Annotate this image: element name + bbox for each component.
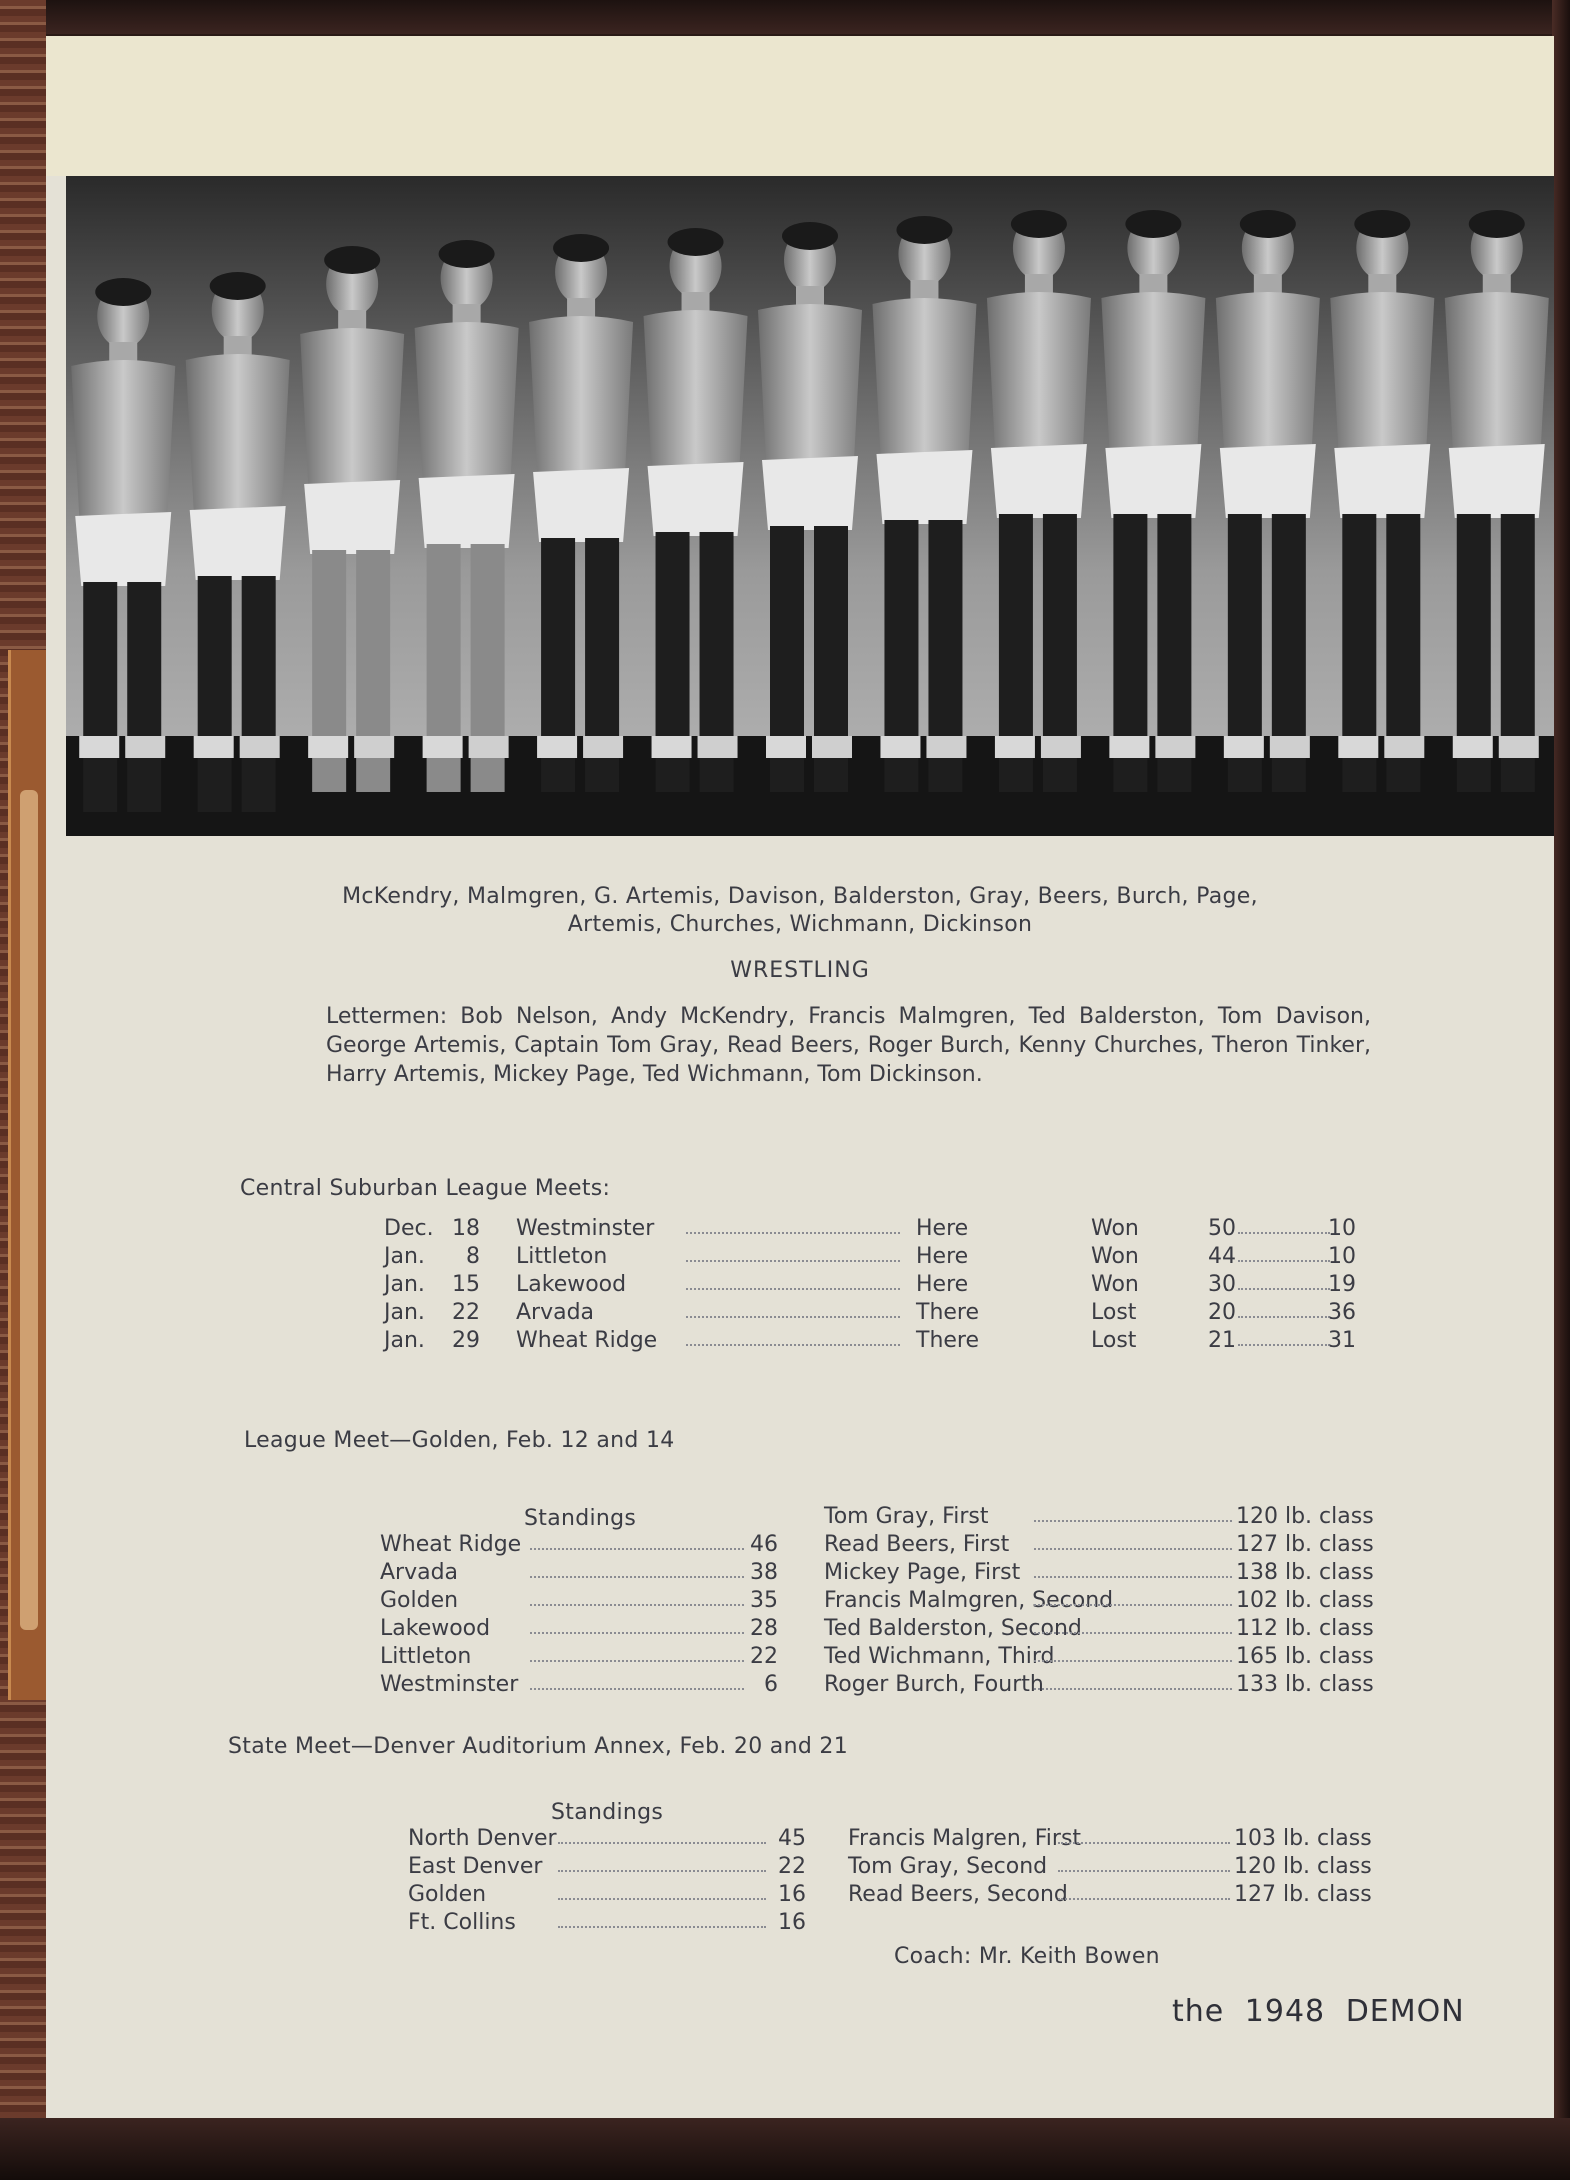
placing-weight-class: 133 lb. class xyxy=(1236,1672,1374,1697)
placing-name: Read Beers, First xyxy=(824,1532,1010,1557)
dot-leader xyxy=(1058,1898,1230,1900)
meet-opponent: Wheat Ridge xyxy=(516,1328,658,1353)
book-spine xyxy=(0,0,46,2180)
league-meets-title: Central Suburban League Meets: xyxy=(240,1176,611,1201)
meet-score-opponent: 10 xyxy=(1328,1244,1356,1269)
meet-row xyxy=(46,1300,1554,1328)
meet-score-opponent: 31 xyxy=(1328,1328,1356,1353)
meet-opponent: Westminster xyxy=(516,1216,655,1241)
footer-year: 1948 xyxy=(1244,1994,1326,2029)
placing-row xyxy=(46,1616,1554,1644)
meet-day: 29 xyxy=(452,1328,480,1353)
placing-weight-class: 138 lb. class xyxy=(1236,1560,1374,1585)
placing-weight-class: 120 lb. class xyxy=(1234,1854,1372,1879)
placing-name: Ted Wichmann, Third xyxy=(824,1644,1055,1669)
coach-line: Coach: Mr. Keith Bowen xyxy=(894,1944,1160,1969)
meet-month: Jan. xyxy=(384,1300,425,1325)
placing-weight-class: 120 lb. class xyxy=(1236,1504,1374,1529)
meet-row xyxy=(46,1328,1554,1356)
dot-leader xyxy=(1034,1548,1232,1550)
right-book-edge xyxy=(1552,0,1570,2180)
placing-name: Tom Gray, Second xyxy=(848,1854,1048,1879)
meet-score-opponent: 10 xyxy=(1328,1216,1356,1241)
placing-weight-class: 127 lb. class xyxy=(1234,1882,1372,1907)
standings-team: Arvada xyxy=(380,1560,459,1585)
meet-month: Jan. xyxy=(384,1328,425,1353)
team-photograph xyxy=(66,176,1554,836)
lettermen-paragraph: Lettermen: Bob Nelson, Andy McKendry, Francis Malmgren, Ted Balderston, Tom Davison, George Artemis, Captain Tom Gray, Read Beers, Roger Burch, Kenny Churches, Theron Tinker, Harry Artemis, Mickey Page, Ted Wichmann, Tom Dickinson. xyxy=(326,1004,1371,1087)
standings-team: North Denver xyxy=(408,1826,557,1851)
meet-month: Dec. xyxy=(384,1216,434,1241)
standings-points: 35 xyxy=(750,1588,778,1613)
meet-score-golden: 50 xyxy=(1208,1216,1236,1241)
placing-name: Francis Malgren, First xyxy=(848,1826,1082,1851)
standings-team: Golden xyxy=(380,1588,459,1613)
photo-caption-line-1: McKendry, Malmgren, G. Artemis, Davison, Balderston, Gray, Beers, Burch, Page, xyxy=(342,884,1258,909)
dot-leader xyxy=(1238,1288,1330,1290)
dot-leader xyxy=(1034,1576,1232,1578)
placing-name: Ted Balderston, Second xyxy=(824,1616,1082,1641)
standings-team: Lakewood xyxy=(380,1616,491,1641)
meet-site: There xyxy=(916,1300,980,1325)
dot-leader xyxy=(686,1288,900,1290)
meet-result: Lost xyxy=(1091,1300,1137,1325)
meet-row xyxy=(46,1244,1554,1272)
dot-leader xyxy=(1238,1260,1330,1262)
dot-leader xyxy=(558,1926,766,1928)
standings-team: Ft. Collins xyxy=(408,1910,516,1935)
dot-leader xyxy=(1238,1316,1330,1318)
meet-site: Here xyxy=(916,1216,969,1241)
meet-opponent: Lakewood xyxy=(516,1272,627,1297)
dot-leader xyxy=(686,1232,900,1234)
state-meet-title: State Meet—Denver Auditorium Annex, Feb. 20 and 21 xyxy=(228,1734,848,1759)
placing-row xyxy=(46,1504,1554,1532)
placing-row xyxy=(46,1644,1554,1672)
yearbook-page xyxy=(46,36,1554,2118)
meet-month: Jan. xyxy=(384,1244,425,1269)
dot-leader xyxy=(1034,1688,1232,1690)
meet-site: Here xyxy=(916,1244,969,1269)
placing-name: Read Beers, Second xyxy=(848,1882,1068,1907)
league-meet-title: League Meet—Golden, Feb. 12 and 14 xyxy=(244,1428,675,1453)
meet-row xyxy=(46,1272,1554,1300)
team-photo-illustration xyxy=(66,176,1554,836)
meet-score-opponent: 36 xyxy=(1328,1300,1356,1325)
placing-weight-class: 112 lb. class xyxy=(1236,1616,1374,1641)
top-book-edge xyxy=(0,0,1570,34)
dot-leader xyxy=(686,1316,900,1318)
footer-name: DEMON xyxy=(1345,1994,1465,2029)
placing-row xyxy=(46,1854,1554,1882)
placing-name: Francis Malmgren, Second xyxy=(824,1588,1114,1613)
standings-points: 16 xyxy=(778,1882,806,1907)
placing-row xyxy=(46,1560,1554,1588)
dot-leader xyxy=(686,1260,900,1262)
standings-team: Littleton xyxy=(380,1644,472,1669)
meet-result: Won xyxy=(1091,1244,1139,1269)
meet-opponent: Littleton xyxy=(516,1244,608,1269)
meet-score-golden: 21 xyxy=(1208,1328,1236,1353)
meet-result: Won xyxy=(1091,1272,1139,1297)
dot-leader xyxy=(1034,1660,1232,1662)
section-heading: WRESTLING xyxy=(730,958,870,983)
spine-ornament-inlay xyxy=(20,790,38,1630)
standings-row xyxy=(46,1910,1554,1938)
yearbook-footer xyxy=(1172,1994,1465,2029)
standings-points: 28 xyxy=(750,1616,778,1641)
placing-weight-class: 127 lb. class xyxy=(1236,1532,1374,1557)
meet-day: 8 xyxy=(466,1244,480,1269)
placing-name: Mickey Page, First xyxy=(824,1560,1021,1585)
dot-leader xyxy=(1034,1632,1232,1634)
placing-weight-class: 165 lb. class xyxy=(1236,1644,1374,1669)
placing-name: Tom Gray, First xyxy=(824,1504,989,1529)
dot-leader xyxy=(1238,1344,1330,1346)
meet-score-golden: 20 xyxy=(1208,1300,1236,1325)
standings-points: 16 xyxy=(778,1910,806,1935)
standings-team: Golden xyxy=(408,1882,487,1907)
meet-score-golden: 30 xyxy=(1208,1272,1236,1297)
standings-points: 22 xyxy=(778,1854,806,1879)
placing-row xyxy=(46,1588,1554,1616)
meet-opponent: Arvada xyxy=(516,1300,595,1325)
meet-site: Here xyxy=(916,1272,969,1297)
placing-row xyxy=(46,1532,1554,1560)
standings-team: Wheat Ridge xyxy=(380,1532,522,1557)
standings-points: 46 xyxy=(750,1532,778,1557)
meet-site: There xyxy=(916,1328,980,1353)
placing-row xyxy=(46,1826,1554,1854)
bottom-book-edge xyxy=(0,2118,1570,2180)
meet-day: 15 xyxy=(452,1272,480,1297)
photo-caption-line-2: Artemis, Churches, Wichmann, Dickinson xyxy=(567,912,1033,937)
meet-result: Lost xyxy=(1091,1328,1137,1353)
dot-leader xyxy=(1034,1520,1232,1522)
standings-team: Westminster xyxy=(380,1672,519,1697)
meet-day: 22 xyxy=(452,1300,480,1325)
standings-points: 22 xyxy=(750,1644,778,1669)
standings-points: 45 xyxy=(778,1826,806,1851)
meet-score-opponent: 19 xyxy=(1328,1272,1356,1297)
standings-points: 6 xyxy=(764,1672,778,1697)
placing-weight-class: 102 lb. class xyxy=(1236,1588,1374,1613)
league-standings-label: Standings xyxy=(524,1506,637,1531)
placing-row xyxy=(46,1672,1554,1700)
standings-team: East Denver xyxy=(408,1854,543,1879)
dot-leader xyxy=(1058,1870,1230,1872)
meet-month: Jan. xyxy=(384,1272,425,1297)
dot-leader xyxy=(1058,1842,1230,1844)
meet-day: 18 xyxy=(452,1216,480,1241)
dot-leader xyxy=(1034,1604,1232,1606)
meet-row xyxy=(46,1216,1554,1244)
placing-name: Roger Burch, Fourth xyxy=(824,1672,1044,1697)
page-top-margin xyxy=(46,36,1554,176)
placing-weight-class: 103 lb. class xyxy=(1234,1826,1372,1851)
dot-leader xyxy=(1238,1232,1330,1234)
dot-leader xyxy=(686,1344,900,1346)
footer-prefix: the xyxy=(1172,1994,1225,2029)
meet-score-golden: 44 xyxy=(1208,1244,1236,1269)
standings-points: 38 xyxy=(750,1560,778,1585)
placing-row xyxy=(46,1882,1554,1910)
meet-result: Won xyxy=(1091,1216,1139,1241)
state-standings-label: Standings xyxy=(551,1800,664,1825)
